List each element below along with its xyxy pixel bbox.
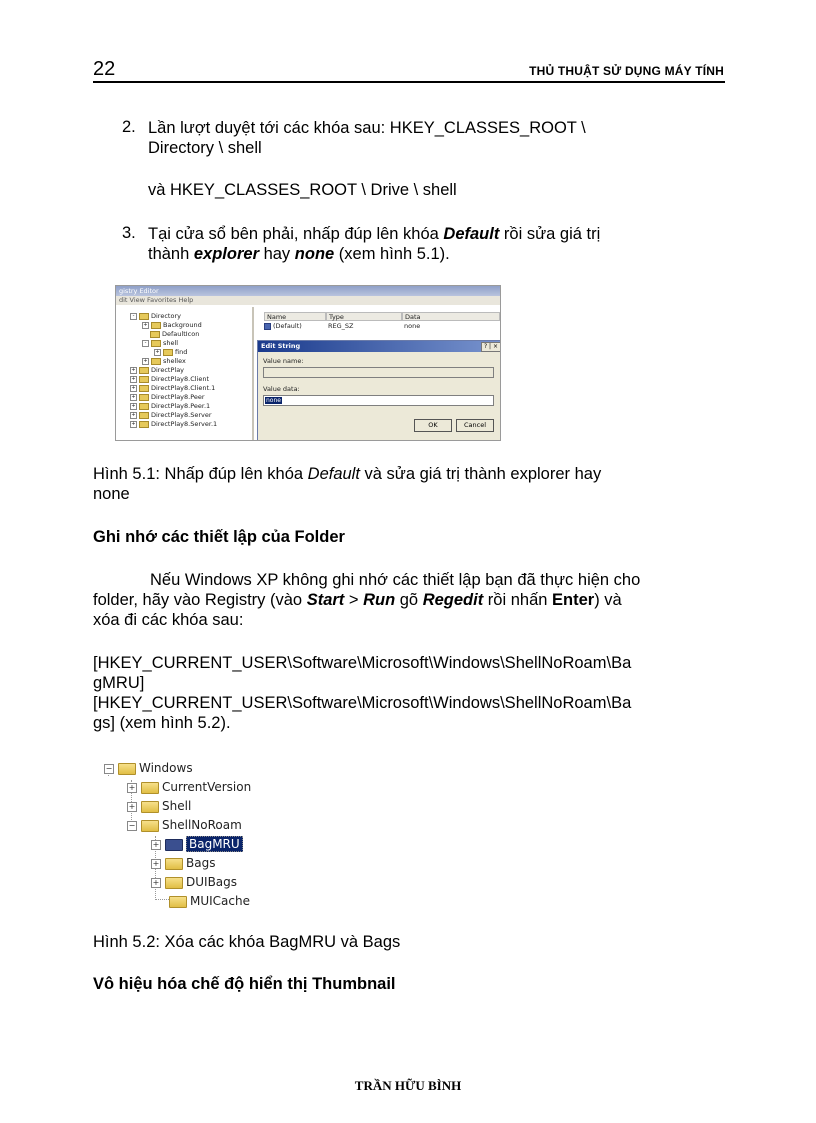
- registry-menu-bar: dit View Favorites Help: [116, 296, 500, 305]
- step-2-line-2: Directory \ shell: [148, 139, 262, 157]
- tree-item-label: ShellNoRoam: [162, 818, 242, 832]
- tree-item-label: DirectPlay: [151, 366, 185, 374]
- folder-icon: [141, 801, 159, 813]
- footer-author: TRẦN HỮU BÌNH: [354, 1078, 462, 1093]
- step-3-line-1: [148, 224, 708, 244]
- tree-item-label: DirectPlay8.Server.1: [151, 420, 218, 428]
- step-3-line-2: [148, 244, 708, 264]
- tree-item-label: Bags: [186, 856, 216, 870]
- folder-icon: [139, 367, 149, 374]
- value-name-field: [263, 367, 494, 378]
- tree-item-label: Windows: [139, 761, 193, 775]
- paragraph-text: rồi nhấn: [483, 591, 553, 609]
- paragraph-text: gõ: [395, 591, 423, 609]
- registry-editor-screenshot: [115, 285, 501, 441]
- folder-icon: [139, 412, 149, 419]
- folder-icon: [165, 858, 183, 870]
- tree-item: [130, 402, 210, 411]
- figure-5-1-caption-line-1: [93, 464, 713, 484]
- expand-icon: +: [131, 393, 136, 400]
- collapse-icon: -: [130, 313, 137, 320]
- column-header-type: Type: [326, 312, 402, 321]
- expand-icon: +: [155, 348, 160, 355]
- expand-icon: +: [128, 801, 136, 811]
- paragraph-text: folder, hãy vào Registry (vào: [93, 591, 307, 609]
- edit-string-dialog: [257, 340, 501, 441]
- tree-item-shellnoroam: [127, 816, 242, 834]
- column-header-data: Data: [402, 312, 500, 321]
- registry-tree: [116, 307, 254, 440]
- expand-icon: +: [131, 420, 136, 427]
- section-heading-disable-thumbnail: Vô hiệu hóa chế độ hiển thị Thumbnail: [93, 975, 396, 993]
- folder-icon: [139, 376, 149, 383]
- step-3-text: rồi sửa giá trị: [499, 225, 601, 243]
- tree-item: [150, 330, 199, 339]
- paragraph-text: >: [344, 591, 364, 609]
- value-data-label: Value data:: [263, 385, 300, 393]
- tree-item-label: DirectPlay8.Client.1: [151, 384, 216, 392]
- figure-5-1-caption-line-2: none: [93, 485, 130, 503]
- value-type-cell: REG_SZ: [328, 322, 354, 330]
- tree-item-label: DirectPlay8.Peer.1: [151, 402, 211, 410]
- expand-icon: +: [152, 877, 160, 887]
- tree-item: [130, 312, 181, 321]
- tree-item-label: CurrentVersion: [162, 780, 252, 794]
- run-keyword: Run: [363, 591, 396, 609]
- collapse-icon: −: [105, 763, 113, 773]
- step-3-text: (xem hình 5.1).: [334, 245, 450, 263]
- tree-item: [130, 393, 205, 402]
- cancel-button: Cancel: [456, 419, 494, 432]
- tree-item-label: DefaultIcon: [162, 330, 200, 338]
- tree-item-label: Shell: [162, 799, 192, 813]
- folder-icon: [151, 322, 161, 329]
- registry-key-1-line-2: gMRU]: [93, 674, 145, 692]
- header-divider: [93, 81, 725, 83]
- step-2-line-3: và HKEY_CLASSES_ROOT \ Drive \ shell: [148, 181, 457, 199]
- tree-item-label: shellex: [163, 357, 186, 365]
- tree-item-duibags: [151, 873, 237, 891]
- value-name-label: Value name:: [263, 357, 304, 365]
- default-key-name: Default: [443, 225, 500, 243]
- folder-icon: [169, 896, 187, 908]
- tree-item-currentversion: [127, 778, 251, 796]
- folder-icon: [151, 358, 161, 365]
- registry-key-1-line-1: [HKEY_CURRENT_USER\Software\Microsoft\Windows\ShellNoRoam\Ba: [93, 654, 632, 672]
- expand-icon: +: [143, 321, 148, 328]
- tree-item: [130, 384, 215, 393]
- value-name-cell: [264, 322, 302, 331]
- tree-item-label: shell: [163, 339, 179, 347]
- step-3-number: 3.: [122, 224, 136, 242]
- expand-icon: +: [131, 384, 136, 391]
- section-1-paragraph-line-1: Nếu Windows XP không ghi nhớ các thiết lập bạn đã thực hiện cho: [150, 571, 641, 589]
- ok-button: OK: [414, 419, 452, 432]
- section-1-paragraph-line-2: [93, 590, 723, 610]
- page-number: 22: [93, 58, 116, 80]
- expand-icon: +: [131, 402, 136, 409]
- tree-item-muicache: [169, 892, 250, 910]
- tree-line: [155, 899, 169, 900]
- folder-icon: [141, 782, 159, 794]
- step-2-line-1: Lần lượt duyệt tới các khóa sau: HKEY_CLASSES_ROOT \: [148, 119, 586, 137]
- section-1-paragraph-line-3: xóa đi các khóa sau:: [93, 611, 244, 629]
- shellnoroam-tree-screenshot: [102, 758, 262, 910]
- tree-item-label: MUICache: [190, 894, 250, 908]
- none-value: none: [294, 245, 335, 263]
- expand-icon: +: [128, 782, 136, 792]
- expand-icon: +: [131, 366, 136, 373]
- tree-item-bagmru: [151, 835, 243, 853]
- tree-item-label: Directory: [151, 312, 181, 320]
- folder-icon: [151, 340, 161, 347]
- value-data-field: [263, 395, 494, 406]
- folder-icon: [139, 385, 149, 392]
- expand-icon: +: [152, 839, 160, 849]
- caption-text: và sửa giá trị thành explorer hay: [359, 465, 602, 483]
- tree-item: [130, 411, 212, 420]
- registry-key-2-line-2: gs] (xem hình 5.2).: [93, 714, 231, 732]
- tree-item-label: DirectPlay8.Server: [151, 411, 212, 419]
- value-data-selection: none: [266, 397, 281, 404]
- tree-item: [142, 321, 202, 330]
- section-heading-folder-settings: Ghi nhớ các thiết lập của Folder: [93, 528, 345, 546]
- tree-item: [142, 339, 178, 348]
- enter-keyword: Enter: [552, 591, 595, 609]
- step-3-text: Tại cửa sổ bên phải, nhấp đúp lên khóa: [148, 225, 444, 243]
- figure-5-2-caption: Hình 5.2: Xóa các khóa BagMRU và Bags: [93, 933, 401, 951]
- string-value-icon: [264, 323, 271, 330]
- column-header-name: Name: [264, 312, 326, 321]
- tree-item-label: DUIBags: [186, 875, 238, 889]
- selected-folder-icon: [165, 839, 183, 851]
- dialog-help-close-buttons: ? | ×: [481, 342, 501, 352]
- step-2-number: 2.: [122, 118, 136, 136]
- caption-text: Hình 5.1: Nhấp đúp lên khóa: [93, 465, 308, 483]
- tree-item: [142, 357, 186, 366]
- collapse-icon: −: [128, 820, 136, 830]
- caption-default-key: Default: [307, 465, 360, 483]
- registry-key-2-line-1: [HKEY_CURRENT_USER\Software\Microsoft\Windows\ShellNoRoam\Ba: [93, 694, 632, 712]
- expand-icon: +: [131, 375, 136, 382]
- expand-icon: +: [152, 858, 160, 868]
- paragraph-text: ) và: [594, 591, 622, 609]
- tree-item: [130, 375, 209, 384]
- folder-icon: [150, 331, 160, 338]
- tree-item-windows: [104, 759, 193, 777]
- tree-item: [154, 348, 187, 357]
- tree-item-label: Background: [163, 321, 202, 329]
- folder-icon: [139, 394, 149, 401]
- folder-icon: [118, 763, 136, 775]
- folder-icon: [163, 349, 173, 356]
- tree-item: [130, 420, 217, 429]
- tree-item-bags: [151, 854, 215, 872]
- expand-icon: +: [143, 357, 148, 364]
- registry-values-list: [256, 312, 500, 334]
- step-3-text: hay: [259, 245, 295, 263]
- step-3-text: thành: [148, 245, 194, 263]
- folder-icon: [139, 403, 149, 410]
- explorer-value: explorer: [193, 245, 259, 263]
- running-header-title: THỦ THUẬT SỬ DỤNG MÁY TÍNH: [529, 64, 724, 78]
- start-keyword: Start: [306, 591, 345, 609]
- folder-icon: [141, 820, 159, 832]
- folder-icon: [139, 421, 149, 428]
- expand-icon: +: [131, 411, 136, 418]
- tree-item-label: DirectPlay8.Client: [151, 375, 210, 383]
- tree-item-label: find: [175, 348, 188, 356]
- tree-item-shell: [127, 797, 191, 815]
- value-data-cell: none: [404, 322, 421, 330]
- folder-icon: [165, 877, 183, 889]
- folder-icon: [139, 313, 149, 320]
- value-name: (Default): [273, 322, 302, 330]
- tree-item: [130, 366, 184, 375]
- collapse-icon: -: [142, 340, 149, 347]
- registry-window-title: gistry Editor: [116, 286, 500, 296]
- tree-item-label-selected: BagMRU: [186, 836, 243, 852]
- edit-string-dialog-title: Edit String: [258, 341, 501, 352]
- tree-item-label: DirectPlay8.Peer: [151, 393, 205, 401]
- regedit-keyword: Regedit: [422, 591, 484, 609]
